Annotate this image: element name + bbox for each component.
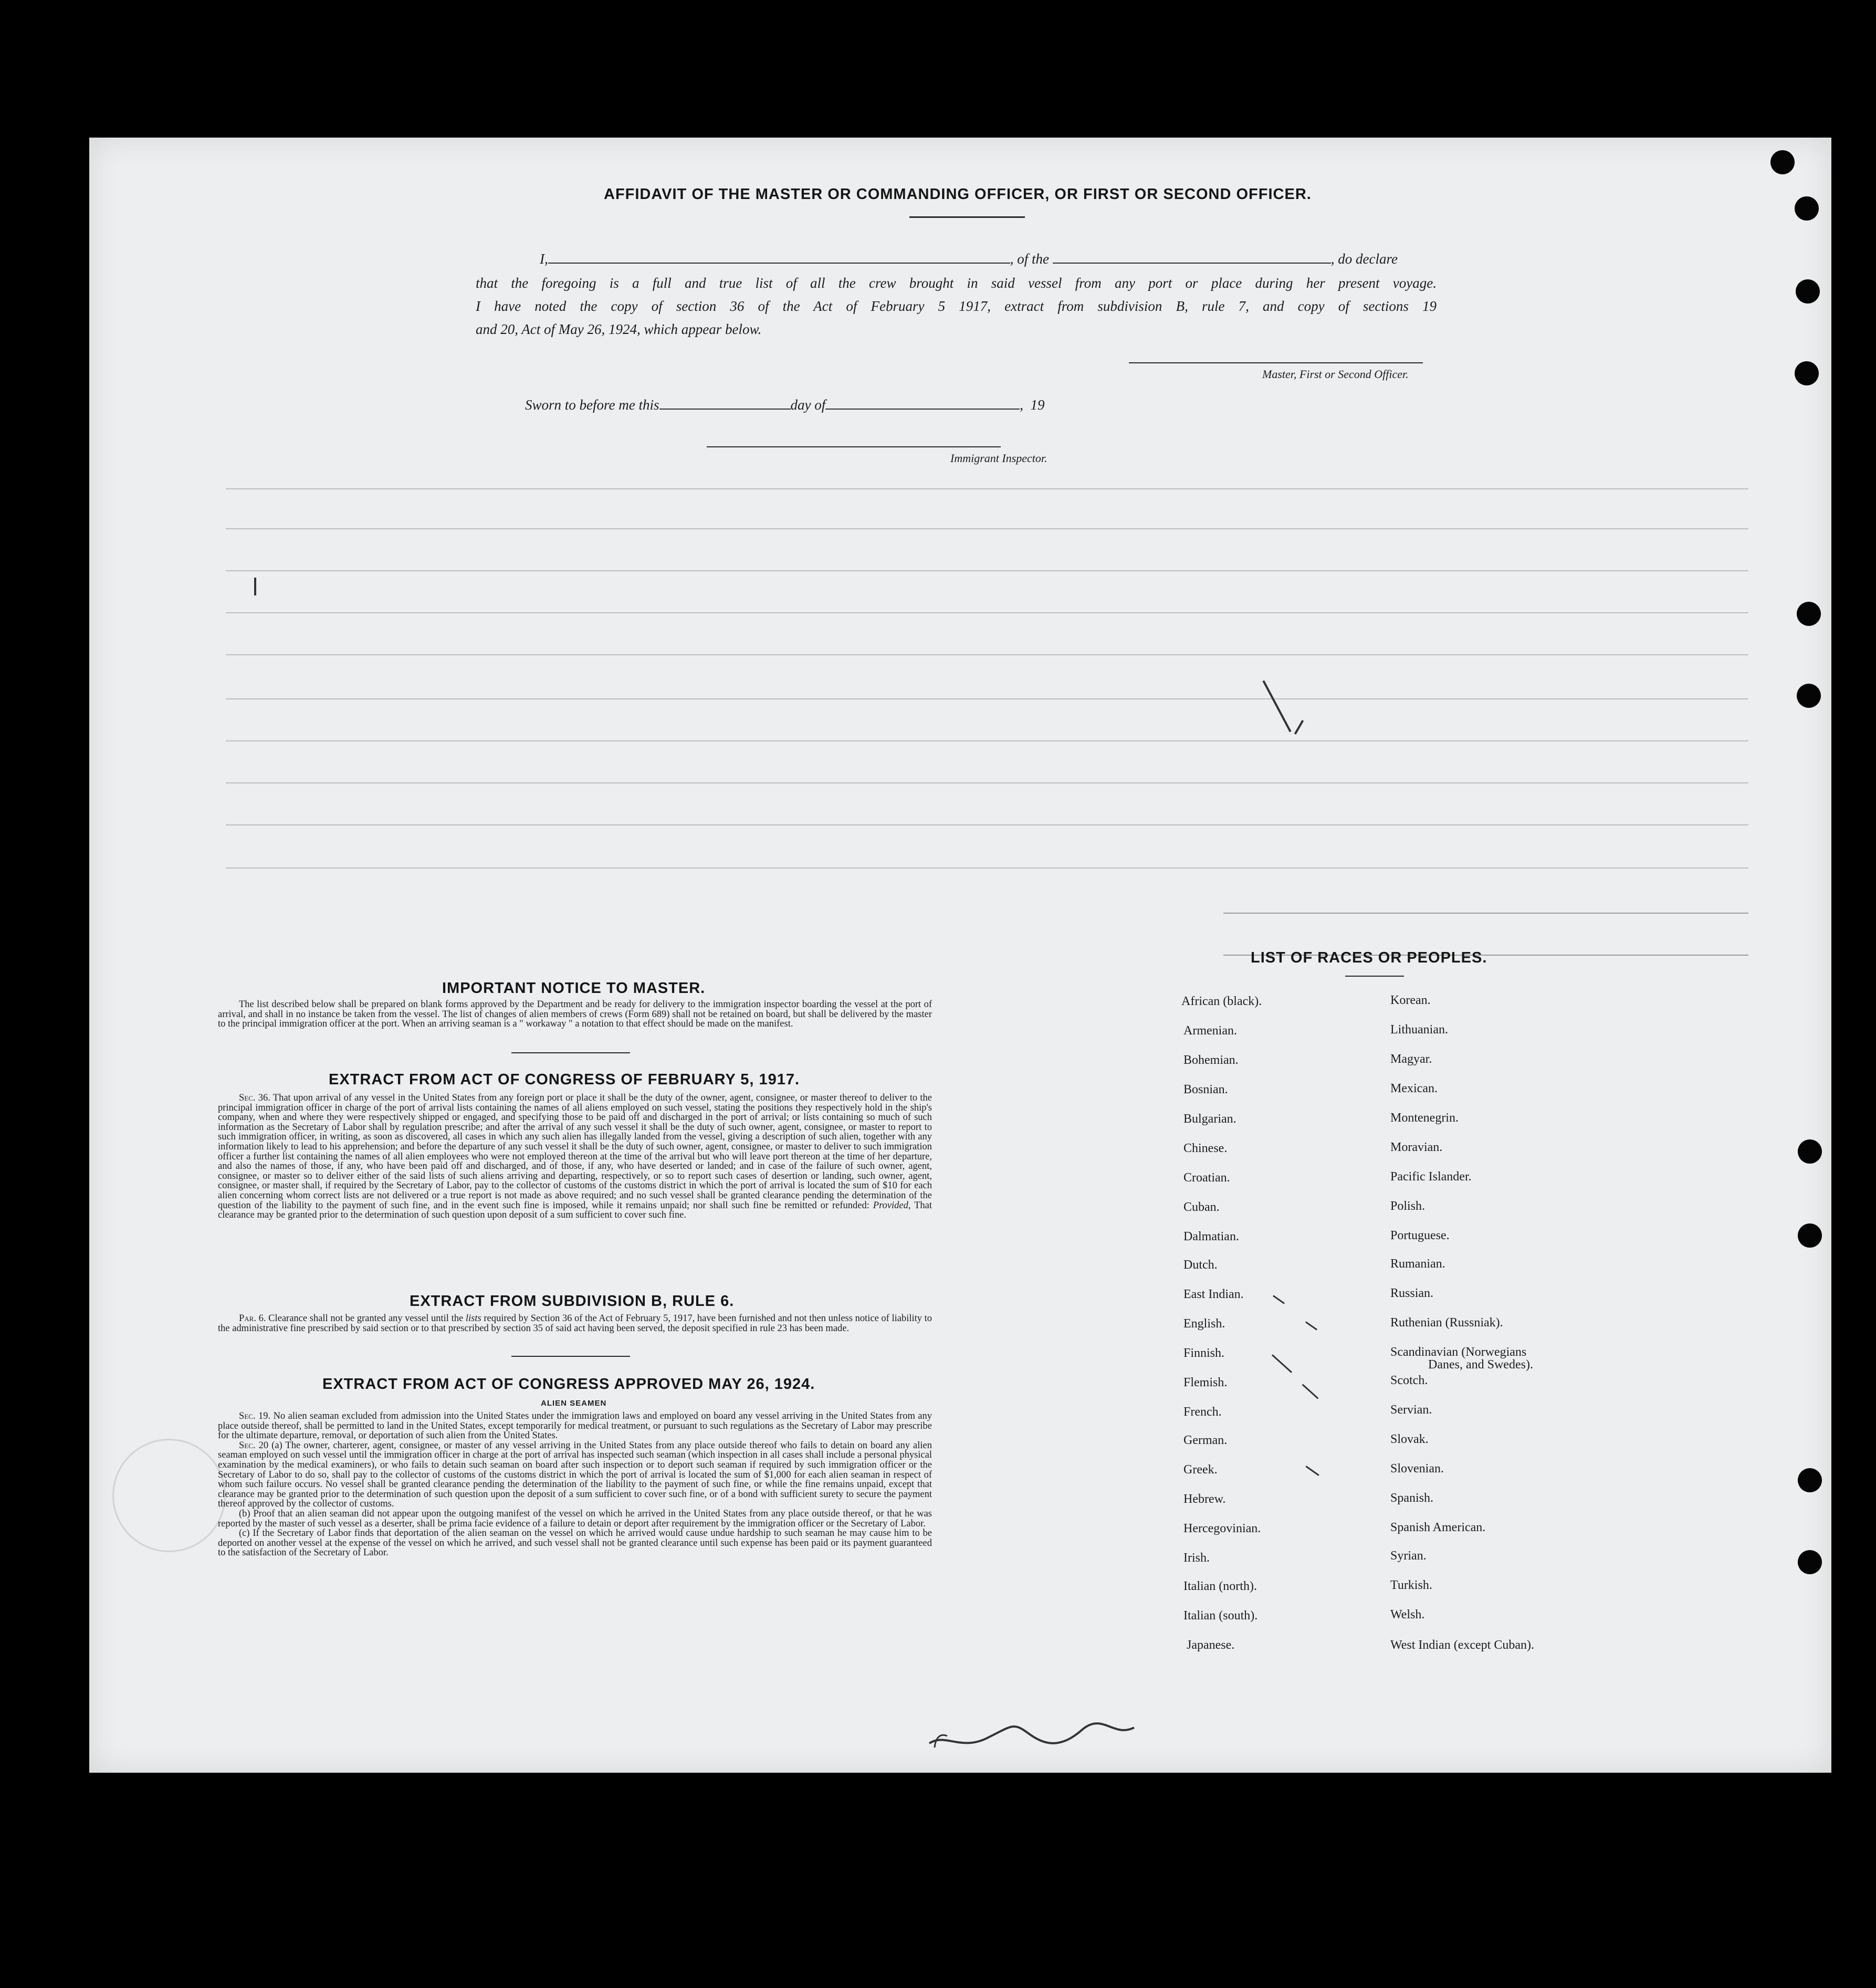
bleed-through-line: [226, 782, 1748, 783]
sworn-prefix: Sworn to before me this: [525, 397, 659, 413]
race-right: Russian.: [1390, 1286, 1434, 1300]
bleed-through-line: [226, 740, 1748, 741]
punch-hole: [1795, 361, 1819, 385]
race-left: Hebrew.: [1183, 1492, 1226, 1506]
race-right: Polish.: [1390, 1199, 1426, 1213]
punch-hole: [1798, 1223, 1822, 1248]
race-left: Cuban.: [1183, 1200, 1220, 1214]
race-right: Scotch.: [1390, 1374, 1428, 1387]
race-left: Hercegovinian.: [1183, 1522, 1261, 1535]
section-divider: [511, 1052, 630, 1053]
officer-name-field[interactable]: [548, 263, 1010, 264]
race-left: Bulgarian.: [1183, 1112, 1236, 1126]
title-underline: [909, 216, 1025, 218]
punch-hole: [1795, 196, 1819, 221]
race-right: Montenegrin.: [1390, 1111, 1459, 1125]
race-right: Magyar.: [1390, 1052, 1432, 1066]
sworn-month-field[interactable]: [825, 409, 1020, 410]
race-right: Korean.: [1390, 993, 1431, 1007]
race-left: Bohemian.: [1183, 1053, 1239, 1067]
punch-hole: [1797, 684, 1821, 708]
race-right: Pacific Islander.: [1390, 1170, 1472, 1184]
race-right: Ruthenian (Russniak).: [1390, 1316, 1503, 1330]
extract-1924-title: EXTRACT FROM ACT OF CONGRESS APPROVED MAY 26, 1924.: [322, 1376, 815, 1393]
sworn-day-field[interactable]: [659, 409, 791, 410]
race-right: West Indian (except Cuban).: [1390, 1638, 1534, 1652]
sworn-line: Sworn to before me this day of , 19: [525, 397, 1045, 413]
punch-hole: [1797, 602, 1821, 626]
bleed-through-line: [226, 570, 1748, 571]
affidavit-body-line-2: I have noted the copy of section 36 of the Act of February 5 1917, extract from subdivision B, rule 7, and copy of sections 19: [476, 298, 1437, 314]
punch-hole: [1798, 1468, 1822, 1492]
race-left: Dutch.: [1183, 1258, 1218, 1272]
inspector-label: Immigrant Inspector.: [950, 452, 1047, 465]
inspector-signature-line[interactable]: [707, 446, 1001, 447]
race-right: Scandinavian (Norwegians: [1390, 1345, 1527, 1359]
race-left: Croatian.: [1183, 1171, 1230, 1185]
race-left: East Indian.: [1183, 1288, 1244, 1301]
race-right: Servian.: [1390, 1403, 1432, 1417]
bleed-through-line: [226, 867, 1748, 869]
races-title-underline: [1345, 976, 1404, 977]
race-right: Syrian.: [1390, 1549, 1427, 1563]
extract-1917-title: EXTRACT FROM ACT OF CONGRESS OF FEBRUARY 5, 1917.: [329, 1071, 800, 1088]
bleed-through-line: [1223, 913, 1748, 914]
vessel-name-field[interactable]: [1053, 263, 1331, 264]
race-right: Slovenian.: [1390, 1462, 1444, 1476]
race-right: Mexican.: [1390, 1082, 1438, 1095]
race-right: Moravian.: [1390, 1141, 1443, 1154]
bleed-through-line: [226, 528, 1748, 529]
race-left: Japanese.: [1187, 1638, 1235, 1652]
sworn-day-label: day of: [790, 397, 826, 413]
race-left: Italian (south).: [1183, 1609, 1258, 1623]
race-left: Chinese.: [1183, 1142, 1228, 1155]
master-signature-line[interactable]: [1129, 362, 1423, 363]
punch-hole: [1770, 150, 1795, 174]
punch-hole: [1798, 1139, 1822, 1164]
bleed-through-line: [226, 698, 1748, 699]
section-divider: [511, 1356, 630, 1357]
race-left: Bosnian.: [1183, 1083, 1228, 1096]
race-right: Lithuanian.: [1390, 1023, 1448, 1037]
race-right: Danes, and Swedes).: [1428, 1358, 1533, 1372]
bleed-through-line: [226, 612, 1748, 613]
affidavit-body-line-3: and 20, Act of May 26, 1924, which appear below.: [476, 321, 762, 337]
punch-hole: [1798, 1550, 1822, 1574]
races-title: LIST OF RACES OR PEOPLES.: [1251, 949, 1487, 966]
bleed-through-line: [226, 824, 1748, 825]
bleed-through-line: [226, 654, 1748, 655]
i-label: I,: [540, 251, 548, 267]
race-left: African (black).: [1181, 995, 1262, 1008]
race-right: Welsh.: [1390, 1608, 1425, 1621]
extract-rule6-text: Par. 6. Clearance shall not be granted any vessel until the lists required by Section 36 of the Act of February 5, 1917, have been furnished and not then unless notice of liability to the administrative fine prescribed by said section or to that prescribed by section 35 of said act having been served, the deposit specified in rule 23 has been made.: [218, 1313, 932, 1334]
affidavit-title: AFFIDAVIT OF THE MASTER OR COMMANDING OFFICER, OR FIRST OR SECOND OFFICER.: [604, 186, 1312, 203]
extract-1917-text: Sec. 36. That upon arrival of any vessel in the United States from any foreign port or place it shall be the duty of the owner, agent, consignee, or master thereof to deliver to the principal immigration officer in charge of the port of arrival lists containing the names of all aliens employed on such vessel, stating the positions they respectively hold in the ship's company, when and where they were respectively shipped or engaged, and specifying those to be paid off and discharged in the port of arrival; or lists containing so much of such information as the Secretary of Labor shall by regulation prescribe; and after the arrival of any such vessel it shall be the duty of such owner, agent, consignee, or master to report to such immigration officer, in writing, as soon as discovered, all cases in which any such alien has illegally landed from the vessel, giving a description of such alien, together with any information likely to lead to his apprehension; and before the departure of any such vessel it shall be the duty of such owner, agent, consignee, or master to deliver to such immigration officer a further list containing the names of all alien employees who were not employed thereon at the time of the arrival but who will leave port thereon at the time of her departure, and also the names of those, if any, who have been paid off and discharged, and of those, if any, who have deserted or landed; and in case of the failure of such owner, agent, consignee, or master so to deliver either of the said lists of such aliens arriving and departing, respectively, or so to report such cases of desertion or landing, such owner, agent, consignee, or master shall, if required by the Secretary of Labor, pay to the collector of customs of the customs district in which the port of arrival is located the sum of $10 for each alien concerning whom correct lists are not delivered or a true report is not made as above required; and no such vessel shall be granted clearance pending the determination of the question of the liability to the payment of such fine, and in the event such fine is imposed, while it remains unpaid; nor shall such fine be remitted or refunded: Provided, That clearance may be granted prior to the determination of such question upon deposit of a sum sufficient to cover such fine.: [218, 1093, 932, 1221]
customs-stamp: [112, 1439, 226, 1552]
punch-hole: [1796, 279, 1820, 304]
do-declare-label: , do declare: [1330, 251, 1398, 267]
race-left: German.: [1183, 1434, 1228, 1447]
extract-1924-text: Sec. 19. No alien seaman excluded from admission into the United States under the immigration laws and employed on board any vessel arriving in the United States from any place outside thereof, shall be permitted to land in the United States, except temporarily for medical treatment, or pursuant to such regulations as the Secretary of Labor may prescribe for the ultimate departure, removal, or deportation of such alien from the United States. Sec. 20 (a) The owner, charterer, agent, consignee, or master of any vessel arriving in the United States from any place outside thereof who fails to detain on board any alien seaman employed on such vessel until the immigration officer in charge at the port of arrival has inspected such seaman (which inspection in all cases shall include a personal physical examination by the medical examiners), or who fails to detain such seaman on board after such inspection or to deport such seaman if required by such immigration officer or the Secretary of Labor to do so, shall pay to the collector of customs of the customs district in which the port of arrival is located the sum of $1,000 for each alien seaman in respect of whom such failure occurs. No vessel shall be granted clearance pending the determination of the liability to the payment of such fine, or while the fine remains unpaid, except that clearance may be granted prior to the determination of such question upon the deposit of a sum sufficient to cover such fine, or of a bond with sufficient surety to secure the payment thereof approved by the collector of customs. (b) Proof that an alien seaman did not appear upon the outgoing manifest of the vessel on which he arrived in the United States from any place outside thereof, or that he was reported by the master of such vessel as a deserter, shall be prima facie evidence of a failure to detain or deport after requirement by the immigration officer or the Secretary of Labor. (c) If the Secretary of Labor finds that deportation of the alien seaman on the vessel on which he arrived would cause undue hardship to such seaman he may cause him to be deported on another vessel at the expense of the vessel on which he arrived, and such vessel shall not be granted clearance until such expense has been paid or its payment guaranteed to the satisfaction of the Secretary of Labor.: [218, 1411, 932, 1558]
race-right: Rumanian.: [1390, 1257, 1445, 1271]
of-the-label: , of the: [1010, 251, 1049, 267]
race-left: Irish.: [1183, 1551, 1210, 1565]
extract-rule6-title: EXTRACT FROM SUBDIVISION B, RULE 6.: [410, 1293, 735, 1310]
alien-seamen-subtitle: ALIEN SEAMEN: [541, 1399, 607, 1408]
handwritten-tick: [254, 578, 256, 595]
race-right: Portuguese.: [1390, 1229, 1450, 1242]
master-signature-label: Master, First or Second Officer.: [1262, 368, 1409, 381]
declaration-line: [540, 251, 1398, 267]
bleed-through-line: [226, 488, 1748, 489]
race-right: Spanish.: [1390, 1491, 1434, 1505]
race-right: Turkish.: [1390, 1578, 1432, 1592]
sworn-year-label: 19: [1030, 397, 1045, 413]
race-left: French.: [1183, 1405, 1222, 1419]
race-left: Greek.: [1183, 1463, 1218, 1477]
race-left: Flemish.: [1183, 1376, 1228, 1389]
handwritten-signature: [924, 1701, 1145, 1759]
notice-title: IMPORTANT NOTICE TO MASTER.: [442, 980, 706, 997]
race-left: English.: [1183, 1317, 1225, 1331]
race-left: Italian (north).: [1183, 1579, 1257, 1593]
affidavit-body-line-1: that the foregoing is a full and true list of all the crew brought in said vessel from any port or place during her present voyage.: [476, 275, 1437, 291]
race-right: Spanish American.: [1390, 1521, 1486, 1534]
race-left: Armenian.: [1183, 1024, 1237, 1038]
notice-text: The list described below shall be prepared on blank forms approved by the Department and be ready for delivery to the immigration inspector boarding the vessel at the port of arrival, and shall in no instance be taken from the vessel. The list of changes of alien members of crews (Form 689) shall not be retained on board, but shall be delivered by the master to the principal immigration officer at the port. When an arriving seaman is a " workaway " a notation to that effect should be made on the manifest.: [218, 999, 932, 1030]
race-left: Dalmatian.: [1183, 1230, 1239, 1243]
race-left: Finnish.: [1183, 1346, 1225, 1360]
race-right: Slovak.: [1390, 1432, 1429, 1446]
